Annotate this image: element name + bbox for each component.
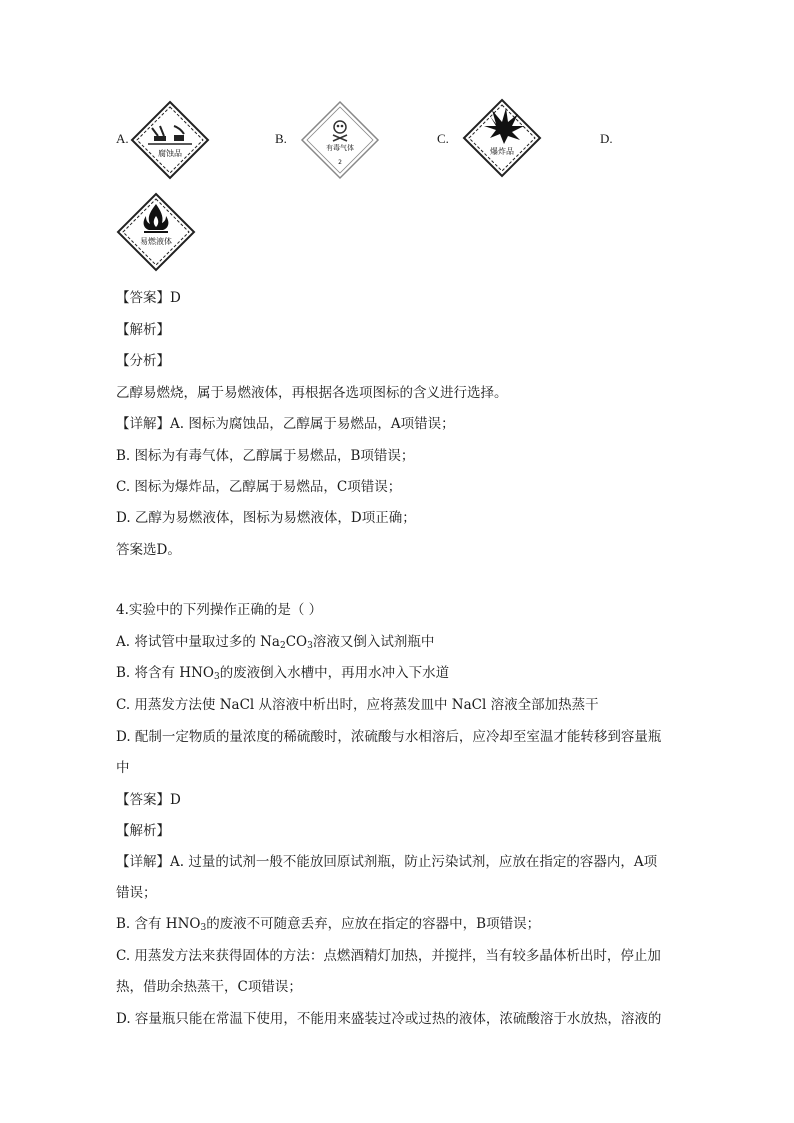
- option-d-label: D.: [600, 131, 613, 146]
- q4-detail-b: B. 含有 $HNO_3$的废液不可随意丢弃，应放在指定的容器中，B项错误；: [116, 916, 541, 933]
- toxic-gas-sign-text: 有毒气体: [326, 144, 354, 152]
- corrosive-sign-text: 腐蚀品: [158, 149, 182, 158]
- toxic-gas-sign-icon: [300, 100, 380, 180]
- q3-analysis: 乙醇易燃烧，属于易燃液体，再根据各选项图标的含义进行选择。: [116, 385, 508, 401]
- q3-detail-d: D. 乙醇为易燃液体，图标为易燃液体，D项正确；: [116, 510, 416, 526]
- option-a-label: A.: [116, 131, 129, 146]
- explosive-sign-icon: [462, 98, 542, 178]
- q4-answer: 【答案】D: [116, 792, 181, 808]
- q4-option-d-line1: D. 配制一定物质的量浓度的稀硫酸时，浓硫酸与水相溶后，应冷却至室温才能转移到容量瓶: [116, 729, 662, 745]
- q4-option-d-line2: 中: [116, 760, 130, 776]
- corrosive-sign-icon: [130, 100, 210, 180]
- q3-detail-c: C. 图标为爆炸品，乙醇属于易燃品，C项错误；: [116, 479, 402, 495]
- flammable-liquid-sign-text: 易燃液体: [140, 237, 172, 246]
- q4-detail-c-line2: 热，借助余热蒸干，C项错误；: [116, 979, 302, 995]
- q4-option-c: C. 用蒸发方法使 NaCl 从溶液中析出时，应将蒸发皿中 NaCl 溶液全部加热蒸干: [116, 697, 599, 713]
- flammable-liquid-sign-icon: [116, 192, 196, 272]
- option-c-label: C.: [437, 131, 449, 146]
- q4-jiexi-heading: 【解析】: [116, 823, 170, 839]
- q3-detail-a: 【详解】A. 图标为腐蚀品，乙醇属于易燃品，A项错误；: [116, 416, 455, 432]
- q3-answer: 【答案】D: [116, 290, 181, 306]
- q4-option-b: B. 将含有 $HNO_3$的废液倒入水槽中，再用水冲入下水道: [116, 665, 450, 682]
- toxic-gas-sign-number: 2: [338, 159, 342, 166]
- q4-option-a: A. 将试管中量取过多的 $Na_2CO_3$溶液又倒入试剂瓶中: [116, 634, 435, 651]
- q3-fenxi-heading: 【分析】: [116, 353, 170, 369]
- option-b-label: B.: [275, 131, 287, 146]
- q4-detail-c-line1: C. 用蒸发方法来获得固体的方法：点燃酒精灯加热，并搅拌，当有较多晶体析出时，停止加: [116, 948, 661, 964]
- q4-detail-d-line1: D. 容量瓶只能在常温下使用，不能用来盛装过冷或过热的液体，浓硫酸溶于水放热，溶液的: [116, 1011, 662, 1027]
- q4-detail-a-line1: 【详解】A. 过量的试剂一般不能放回原试剂瓶，防止污染试剂，应放在指定的容器内，A项: [116, 854, 658, 870]
- explosive-sign-text: 爆炸品: [490, 147, 514, 156]
- q4-question: 4.实验中的下列操作正确的是（ ）: [116, 602, 323, 618]
- q4-detail-a-line2: 错误；: [116, 885, 157, 901]
- q3-detail-b: B. 图标为有毒气体，乙醇属于易燃品，B项错误；: [116, 448, 415, 464]
- q3-jiexi-heading: 【解析】: [116, 322, 170, 338]
- q3-conclusion: 答案选D。: [116, 542, 181, 558]
